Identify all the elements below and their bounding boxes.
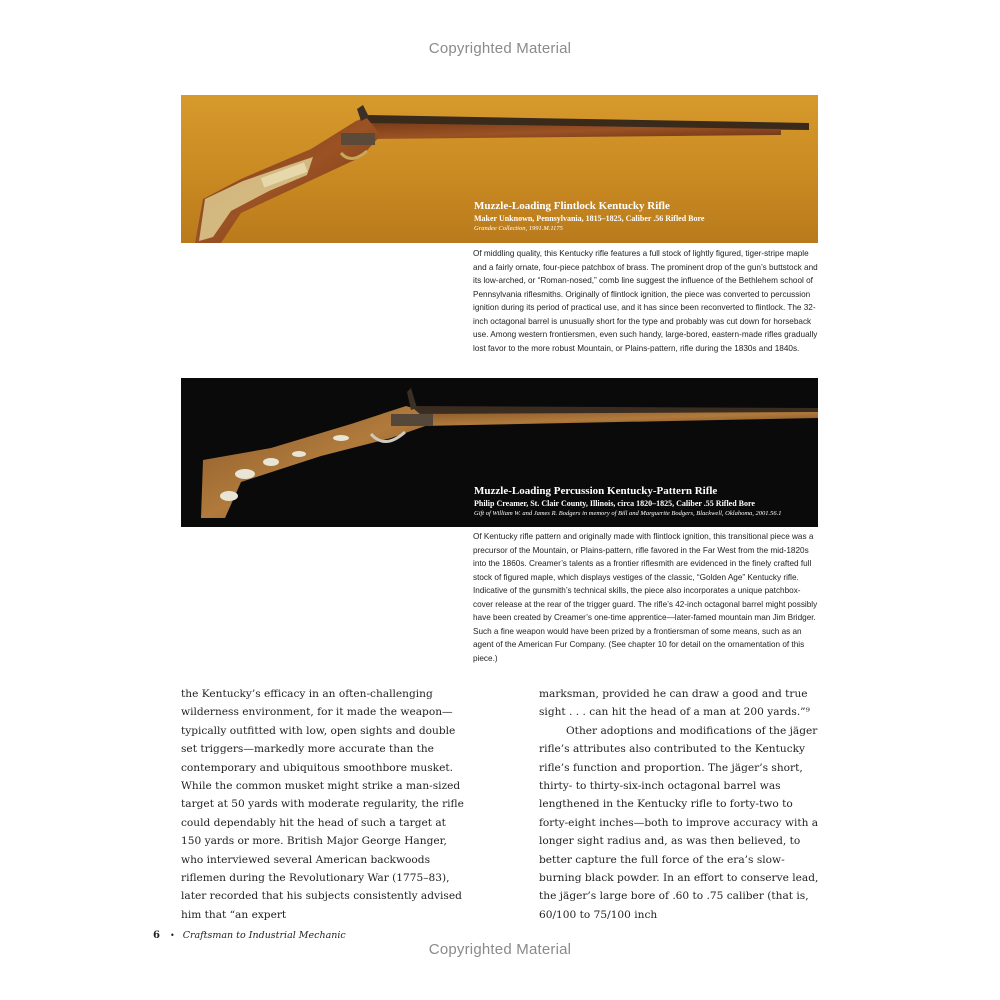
- figure-1-collection: Grandee Collection, 1991.M.1175: [474, 225, 563, 232]
- page-footer: [153, 930, 346, 941]
- figure-flintlock-rifle-photo: [181, 95, 818, 243]
- watermark-top: Copyrighted Material: [428, 40, 572, 57]
- body-column-left: [181, 685, 466, 924]
- figure-1-caption: [474, 199, 704, 234]
- watermark-bottom: Copyrighted Material: [428, 941, 572, 958]
- figure-2-description-text: Of Kentucky rifle pattern and originally made with flintlock ignition, this transitional piece was a precursor of the Mountain, or Plains-pattern, rifle favored in the Far West from the mid-1820s into the 1860s. Creamer’s talents as a frontier riflesmith are evidenced in the finely crafted full stock of figured maple, which displays vestiges of the classic, “Golden Age” Kentucky rifle. Indicative of the gunsmith’s technical skills, the piece also incorporates a unique patchbox-cover release at the rear of the trigger guard. The rifle’s 42-inch octagonal barrel might possibly have been created by Creamer’s one-time apprentice—later-famed mountain man Jim Bridger. Such a fine weapon would have been prized by a frontiersman of some means, such as an agent of the American Fur Company. (See chapter 10 for detail on the ornamentation of this piece.): [473, 532, 818, 663]
- figure-2-collection: Gift of William W. and James R. Bodgers in memory of Bill and Marguerite Bodgers, Blackwell, Oklahoma, 2001.56.1: [474, 510, 782, 517]
- figure-1-description-text: Of middling quality, this Kentucky rifle features a full stock of lightly figured, tiger-stripe maple and a fairly ornate, four-piece patchbox of brass. The prominent drop of the gun’s buttstock and its low-arched, or “Roman-nosed,” comb line suggest the influence of the Bethlehem school of Pennsylvania riflesmiths. Originally of flintlock ignition, the piece was converted to percussion ignition during its period of practical use, and it has since been reconverted to flintlock. The 32-inch octagonal barrel is unusually short for the type and probably was cut down for horseback use. Among western frontiersmen, even such handy, large-bored, eastern-made rifles gradually lost favor to the more robust Mountain, or Plains-pattern, rifle during the 1830s and 1840s.: [473, 249, 818, 353]
- chapter-title: Craftsman to Industrial Mechanic: [182, 930, 346, 941]
- figure-1-description: [473, 247, 818, 355]
- figure-2-title: Muzzle-Loading Percussion Kentucky-Pattern Rifle: [474, 485, 718, 497]
- body-paragraph: marksman, provided he can draw a good and true sight . . . can hit the head of a man at 200 yards.”⁹: [539, 688, 810, 719]
- body-column-right: [539, 685, 825, 924]
- figure-1-maker: Maker Unknown, Pennsylvania, 1815–1825, Caliber .56 Rifled Bore: [474, 214, 705, 223]
- figure-1-title: Muzzle-Loading Flintlock Kentucky Rifle: [474, 200, 670, 212]
- footer-bullet: •: [169, 931, 175, 940]
- figure-2-description: [473, 530, 818, 665]
- body-paragraph: the Kentucky’s efficacy in an often-challenging wilderness environment, for it made the weapon—typically outfitted with low, open sights and double set triggers—markedly more accurate than the contemporary and ubiquitous smoothbore musket. While the common musket might strike a man-sized target at 50 yards with moderate regularity, the rifle could dependably hit the head of such a target at 150 yards or more. British Major George Hanger, who interviewed several American backwoods riflemen during the Revolutionary War (1775–83), later recorded that his subjects consistently advised him that “an expert: [181, 688, 464, 921]
- page-number: 6: [153, 930, 160, 941]
- figure-2-caption: [474, 484, 782, 519]
- figure-percussion-rifle-photo: [181, 378, 818, 527]
- body-paragraph: Other adoptions and modifications of the jäger rifle’s attributes also contributed to the Kentucky rifle’s function and proportion. The jäger’s short, thirty- to thirty-six-inch octagonal barrel was lengthened in the Kentucky rifle to forty-two to forty-eight inches—both to improve accuracy with a longer sight radius and, as was then believed, to better capture the full force of the era’s slow-burning black powder. In an effort to conserve lead, the jäger’s large bore of .60 to .75 caliber (that is, 60/100 to 75/100 inch: [539, 724, 819, 921]
- figure-2-maker: Philip Creamer, St. Clair County, Illinois, circa 1820–1825, Caliber .55 Rifled Bore: [474, 499, 755, 508]
